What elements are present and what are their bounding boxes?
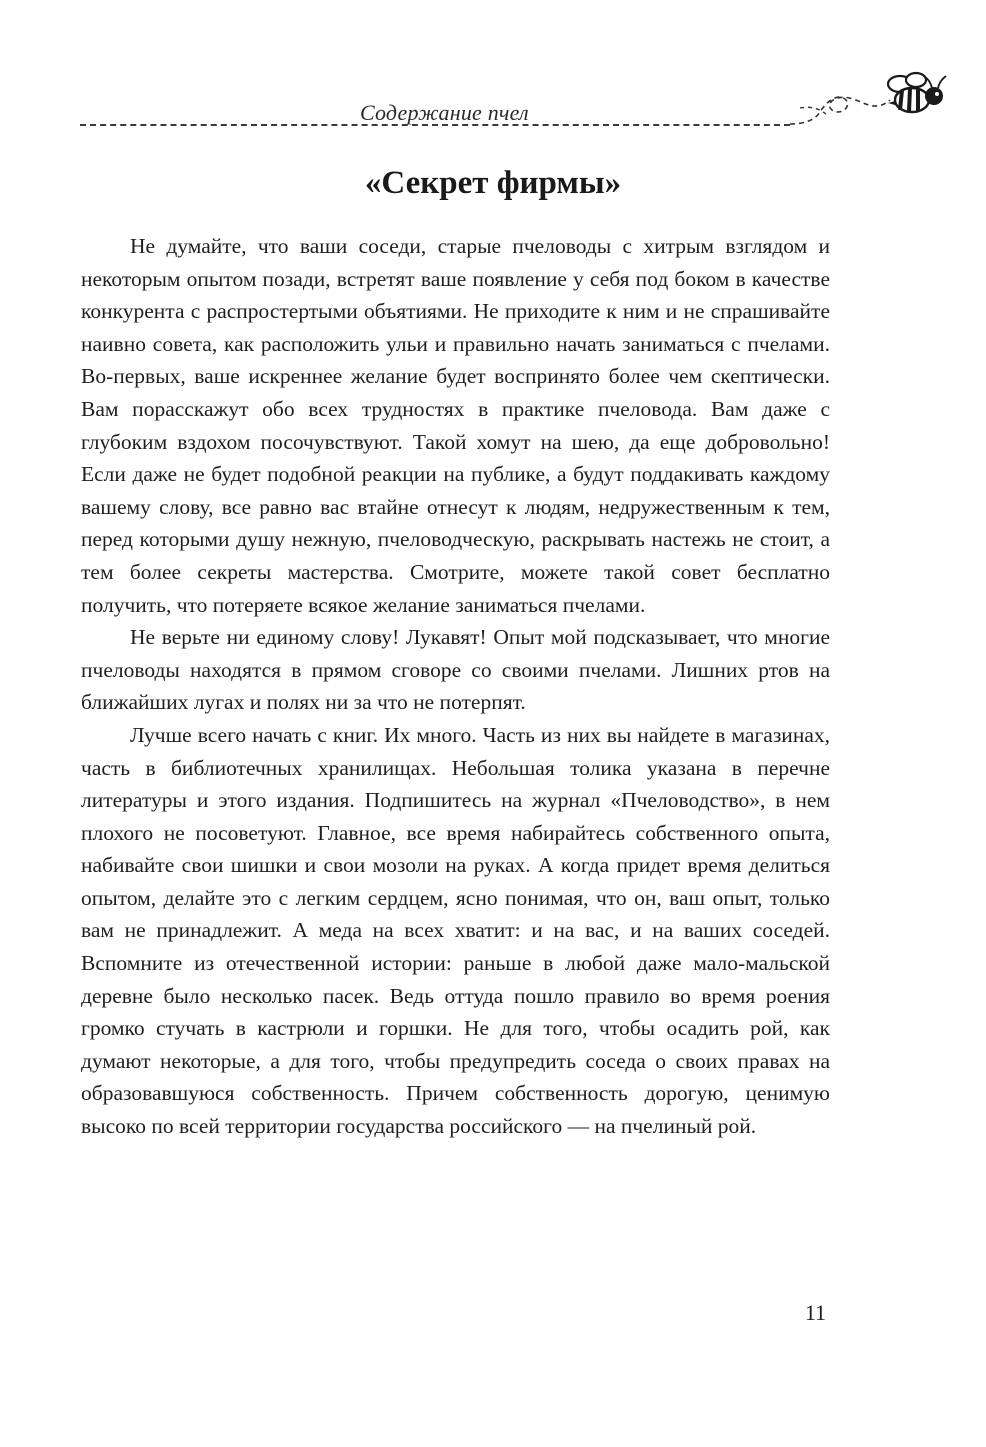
bee-icon — [760, 70, 960, 150]
body-text — [81, 230, 830, 1143]
page-number: 11 — [804, 1300, 826, 1325]
chapter-title: «Секрет фирмы» — [364, 165, 622, 201]
paragraph: Не думайте, что ваши соседи, старые пчеловоды с хитрым взглядом и некоторым опытом позади, встретят ваше появление у себя под боком в качестве конкурента с распростертыми объятиями. Не приходите к ним и не спрашивайте наивно совета, как расположить ульи и правильно начать заниматься с пчелами. Во-первых, ваше искреннее желание будет воспринято более чем скептически. Вам порасскажут обо всех трудностях в практике пчеловода. Вам даже с глубоким вздохом посочувствуют. Такой хомут на шею, да еще добровольно! Если даже не будет подобной реакции на публике, а будут поддакивать каждому вашему слову, все равно вас втайне отнесут к людям, недружественным к тем, перед которыми душу нежную, пчеловодческую, раскрывать настежь не стоит, а тем более секреты мастерства. Смотрите, можете такой совет бесплатно получить, что потеряете всякое желание заниматься пчелами. — [81, 234, 830, 617]
paragraph: Не верьте ни единому слову! Лукавят! Опыт мой подсказывает, что многие пчеловоды находятся в прямом сговоре со своими пчелами. Лишних ртов на ближайших лугах и полях ни за что не потерпят. — [81, 625, 830, 715]
running-header — [0, 70, 986, 140]
dashed-rule — [80, 124, 790, 126]
paragraph: Лучше всего начать с книг. Их много. Часть из них вы найдете в магазинах, часть в библиотечных хранилищах. Небольшая толика указана в перечне литературы и этого издания. Подпишитесь на журнал «Пчеловодство», в нем плохого не посоветуют. Главное, все время набирайтесь собственного опыта, набивайте свои шишки и свои мозоли на руках. А когда придет время делиться опытом, делайте это с легким сердцем, ясно понимая, что он, ваш опыт, только вам не принадлежит. А меда на всех хватит: и на вас, и на ваших соседей. Вспомните из отечественной истории: раньше в любой даже мало-мальской деревне было несколько пасек. Ведь оттуда пошло правило во время роения громко стучать в кастрюли и горшки. Не для того, чтобы осадить рой, как думают некоторые, а для того, чтобы предупредить соседа о своих правах на образовавшуюся собственность. Причем собственность дорогую, ценимую высоко по всей территории государства российского — на пчелиный рой. — [81, 722, 830, 1139]
running-title: Содержание пчел — [360, 100, 529, 125]
